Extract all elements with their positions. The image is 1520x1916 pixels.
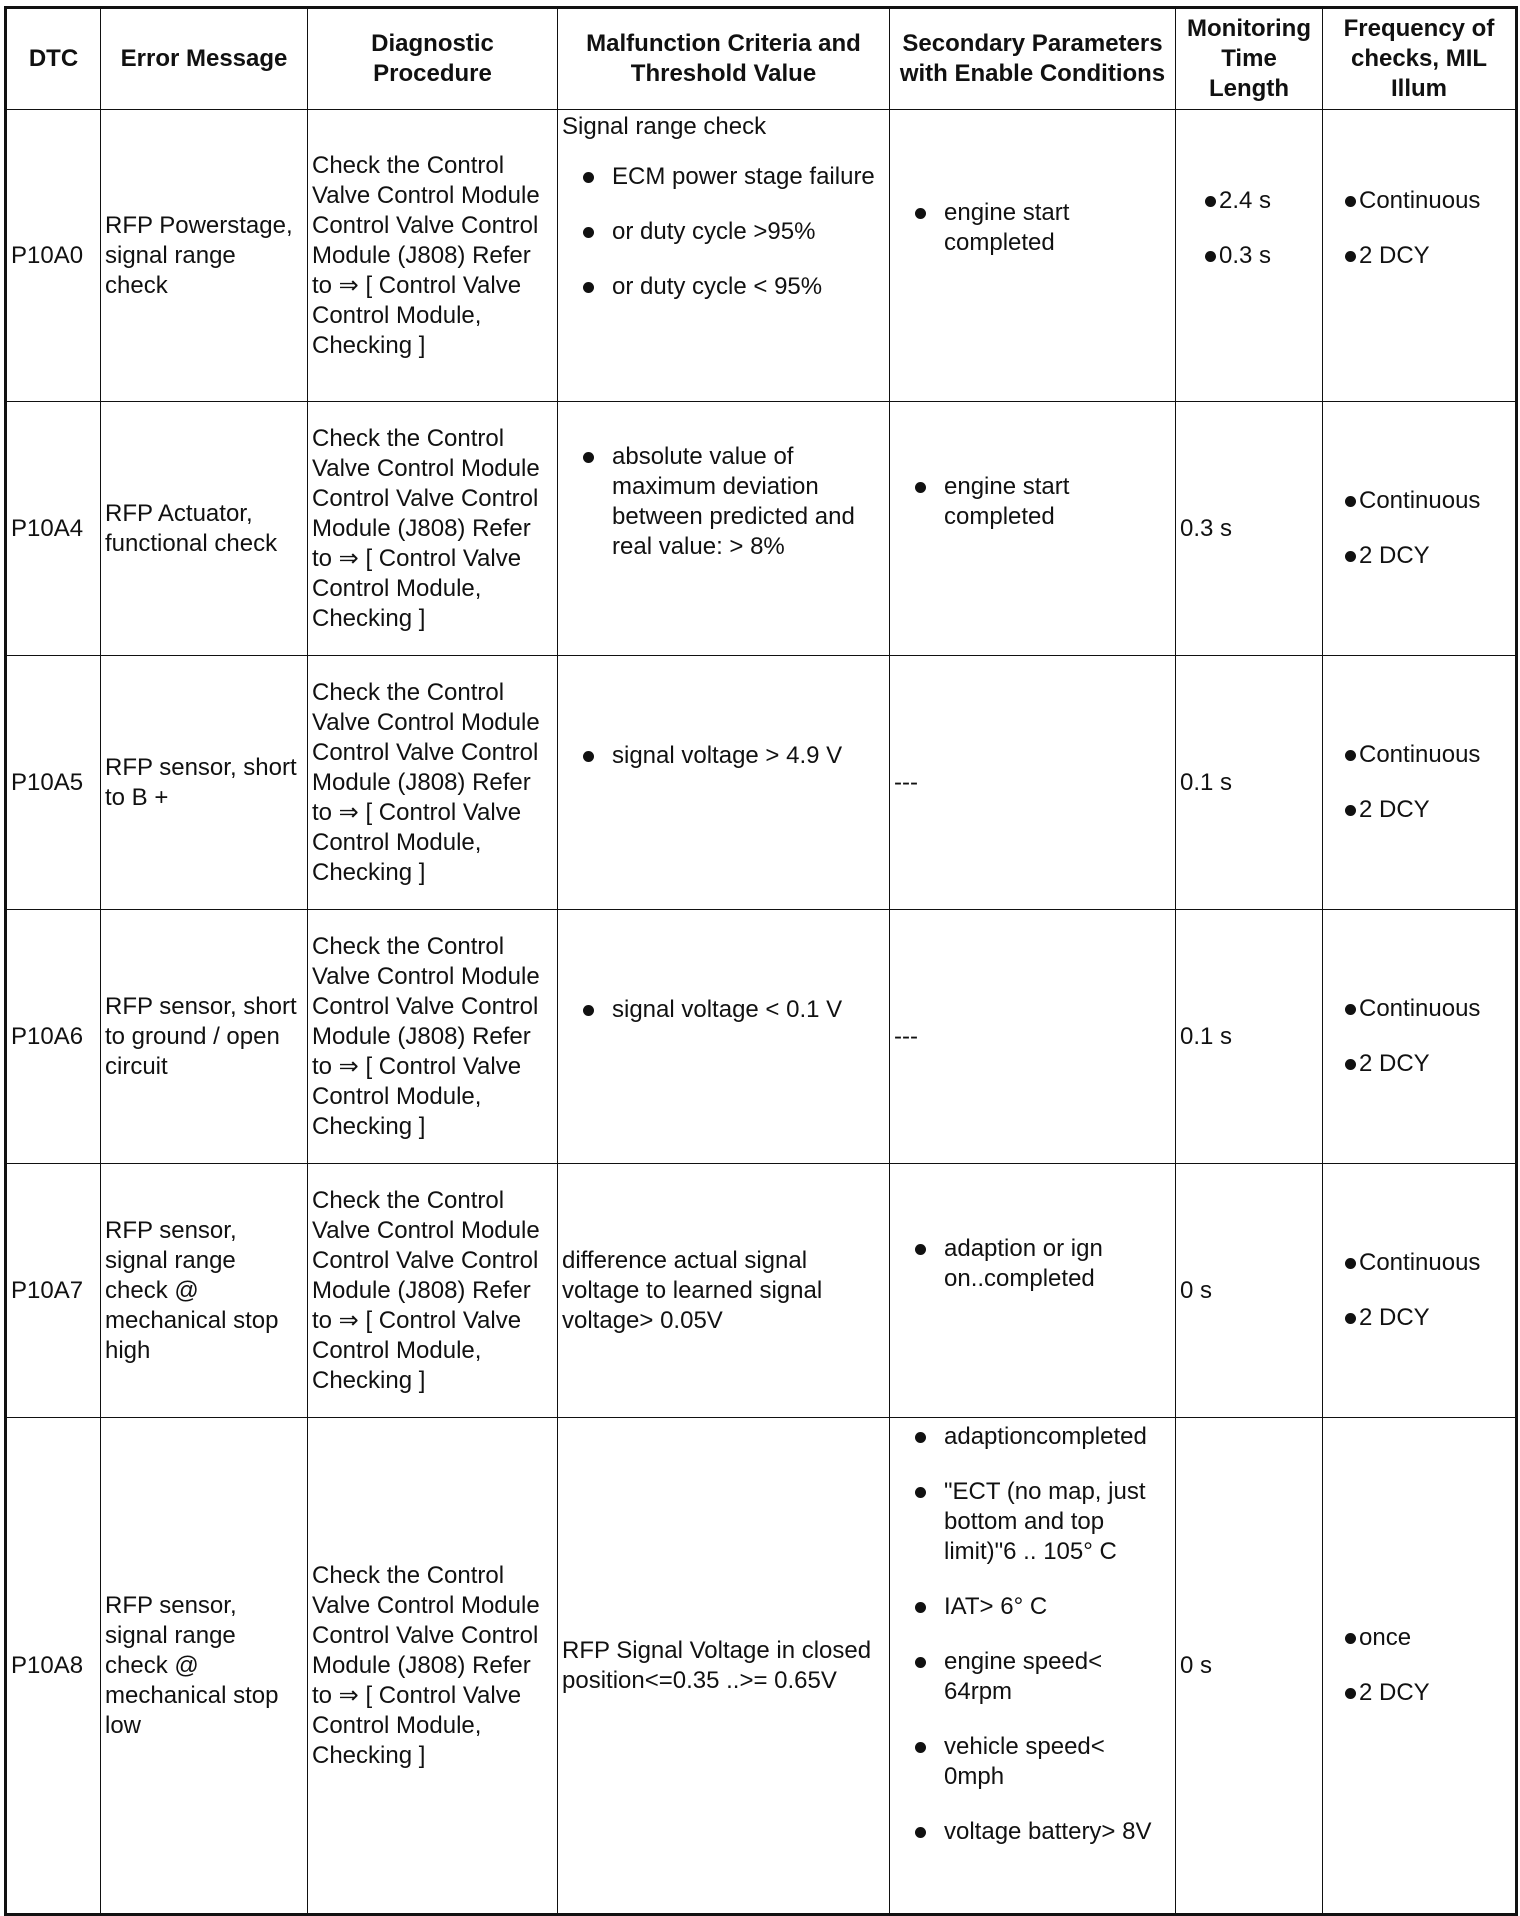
error-message: RFP Powerstage, signal range check [101,110,308,402]
header-secondary-parameters: Secondary Parameters with Enable Conditions [890,8,1176,110]
dtc-code: P10A5 [6,656,101,910]
list-item: ECM power stage failure [562,162,885,192]
list-item: 2.4 s [1187,186,1318,216]
list-item: once [1327,1623,1511,1653]
diagnostic-procedure: Check the Control Valve Control Module Control Valve Control Module (J808) Refer to ⇒ [ Control Valve Control Module, Checking ] [308,910,558,1164]
header-diagnostic-procedure: Diagnostic Procedure [308,8,558,110]
list-item: Continuous [1327,186,1511,216]
time-list [1180,186,1318,271]
dtc-code: P10A6 [6,910,101,1164]
list-item: voltage battery> 8V [894,1817,1171,1847]
diagnostic-procedure: Check the Control Valve Control Module Control Valve Control Module (J808) Refer to ⇒ [ Control Valve Control Module, Checking ] [308,110,558,402]
list-item: Continuous [1327,994,1511,1024]
frequency-list [1327,486,1511,571]
secondary-parameters [890,110,1176,402]
list-item: adaption or ign on..completed [894,1234,1171,1294]
list-item: 2 DCY [1327,1303,1511,1333]
header-dtc: DTC [6,8,101,110]
error-message: RFP sensor, signal range check @ mechanical stop high [101,1164,308,1418]
secondary-list [894,198,1171,258]
frequency [1323,110,1517,402]
list-item: or duty cycle < 95% [562,272,885,302]
criteria-list [562,162,885,302]
secondary-list [894,472,1171,532]
malfunction-criteria [558,402,890,656]
criteria-text: Signal range check [562,113,767,140]
error-message: RFP sensor, short to ground / open circuit [101,910,308,1164]
criteria-list [562,741,885,771]
monitoring-time: 0.1 s [1176,910,1323,1164]
malfunction-criteria: difference actual signal voltage to learned signal voltage> 0.05V [558,1164,890,1418]
diagnostic-procedure: Check the Control Valve Control Module Control Valve Control Module (J808) Refer to ⇒ [ Control Valve Control Module, Checking ] [308,656,558,910]
list-item: 2 DCY [1327,795,1511,825]
list-item: Continuous [1327,1248,1511,1278]
header-row [6,8,1517,110]
dtc-code: P10A7 [6,1164,101,1418]
error-message: RFP sensor, signal range check @ mechanical stop low [101,1418,308,1915]
secondary-parameters [890,1418,1176,1915]
secondary-list [894,1422,1171,1847]
list-item: 2 DCY [1327,241,1511,271]
secondary-parameters [890,402,1176,656]
list-item: engine speed< 64rpm [894,1647,1171,1707]
dtc-code: P10A8 [6,1418,101,1915]
frequency [1323,1418,1517,1915]
header-monitoring-time: Monitoring Time Length [1176,8,1323,110]
monitoring-time: 0.1 s [1176,656,1323,910]
list-item: 2 DCY [1327,541,1511,571]
list-item: signal voltage > 4.9 V [562,741,885,771]
monitoring-time [1176,110,1323,402]
table-row [6,910,1517,1164]
list-item: signal voltage < 0.1 V [562,995,885,1025]
list-item: engine start completed [894,472,1171,532]
monitoring-time: 0 s [1176,1418,1323,1915]
list-item: 2 DCY [1327,1049,1511,1079]
secondary-parameters: --- [890,910,1176,1164]
list-item: "ECT (no map, just bottom and top limit)"6 .. 105° C [894,1477,1171,1567]
error-message: RFP sensor, short to B + [101,656,308,910]
table-row [6,1418,1517,1915]
secondary-parameters: --- [890,656,1176,910]
diagnostic-procedure: Check the Control Valve Control Module Control Valve Control Module (J808) Refer to ⇒ [ Control Valve Control Module, Checking ] [308,402,558,656]
secondary-list [894,1234,1171,1294]
list-item: 0.3 s [1187,241,1318,271]
frequency-list [1327,1623,1511,1708]
list-item: 2 DCY [1327,1678,1511,1708]
list-item: engine start completed [894,198,1171,258]
frequency-list [1327,994,1511,1079]
list-item: Continuous [1327,486,1511,516]
frequency [1323,402,1517,656]
header-malfunction-criteria: Malfunction Criteria and Threshold Value [558,8,890,110]
diagnostic-procedure: Check the Control Valve Control Module Control Valve Control Module (J808) Refer to ⇒ [ Control Valve Control Module, Checking ] [308,1164,558,1418]
table-row [6,402,1517,656]
malfunction-criteria: RFP Signal Voltage in closed position<=0.35 ..>= 0.65V [558,1418,890,1915]
frequency [1323,656,1517,910]
frequency-list [1327,186,1511,271]
dtc-table [4,6,1518,1916]
monitoring-time: 0 s [1176,1164,1323,1418]
table-row [6,110,1517,402]
malfunction-criteria [558,110,890,402]
monitoring-time: 0.3 s [1176,402,1323,656]
frequency-list [1327,1248,1511,1333]
malfunction-criteria [558,910,890,1164]
list-item: or duty cycle >95% [562,217,885,247]
dtc-code: P10A4 [6,402,101,656]
list-item: adaptioncompleted [894,1422,1171,1452]
malfunction-criteria [558,656,890,910]
list-item: IAT> 6° C [894,1592,1171,1622]
header-error-message: Error Message [101,8,308,110]
criteria-list [562,995,885,1025]
secondary-parameters [890,1164,1176,1418]
diagnostic-procedure: Check the Control Valve Control Module Control Valve Control Module (J808) Refer to ⇒ [ Control Valve Control Module, Checking ] [308,1418,558,1915]
dtc-code: P10A0 [6,110,101,402]
criteria-list [562,442,885,562]
list-item: vehicle speed< 0mph [894,1732,1171,1792]
frequency [1323,1164,1517,1418]
frequency-list [1327,740,1511,825]
header-frequency: Frequency of checks, MIL Illum [1323,8,1517,110]
list-item: Continuous [1327,740,1511,770]
table-row [6,1164,1517,1418]
list-item: absolute value of maximum deviation between predicted and real value: > 8% [562,442,885,562]
table-row [6,656,1517,910]
error-message: RFP Actuator, functional check [101,402,308,656]
frequency [1323,910,1517,1164]
